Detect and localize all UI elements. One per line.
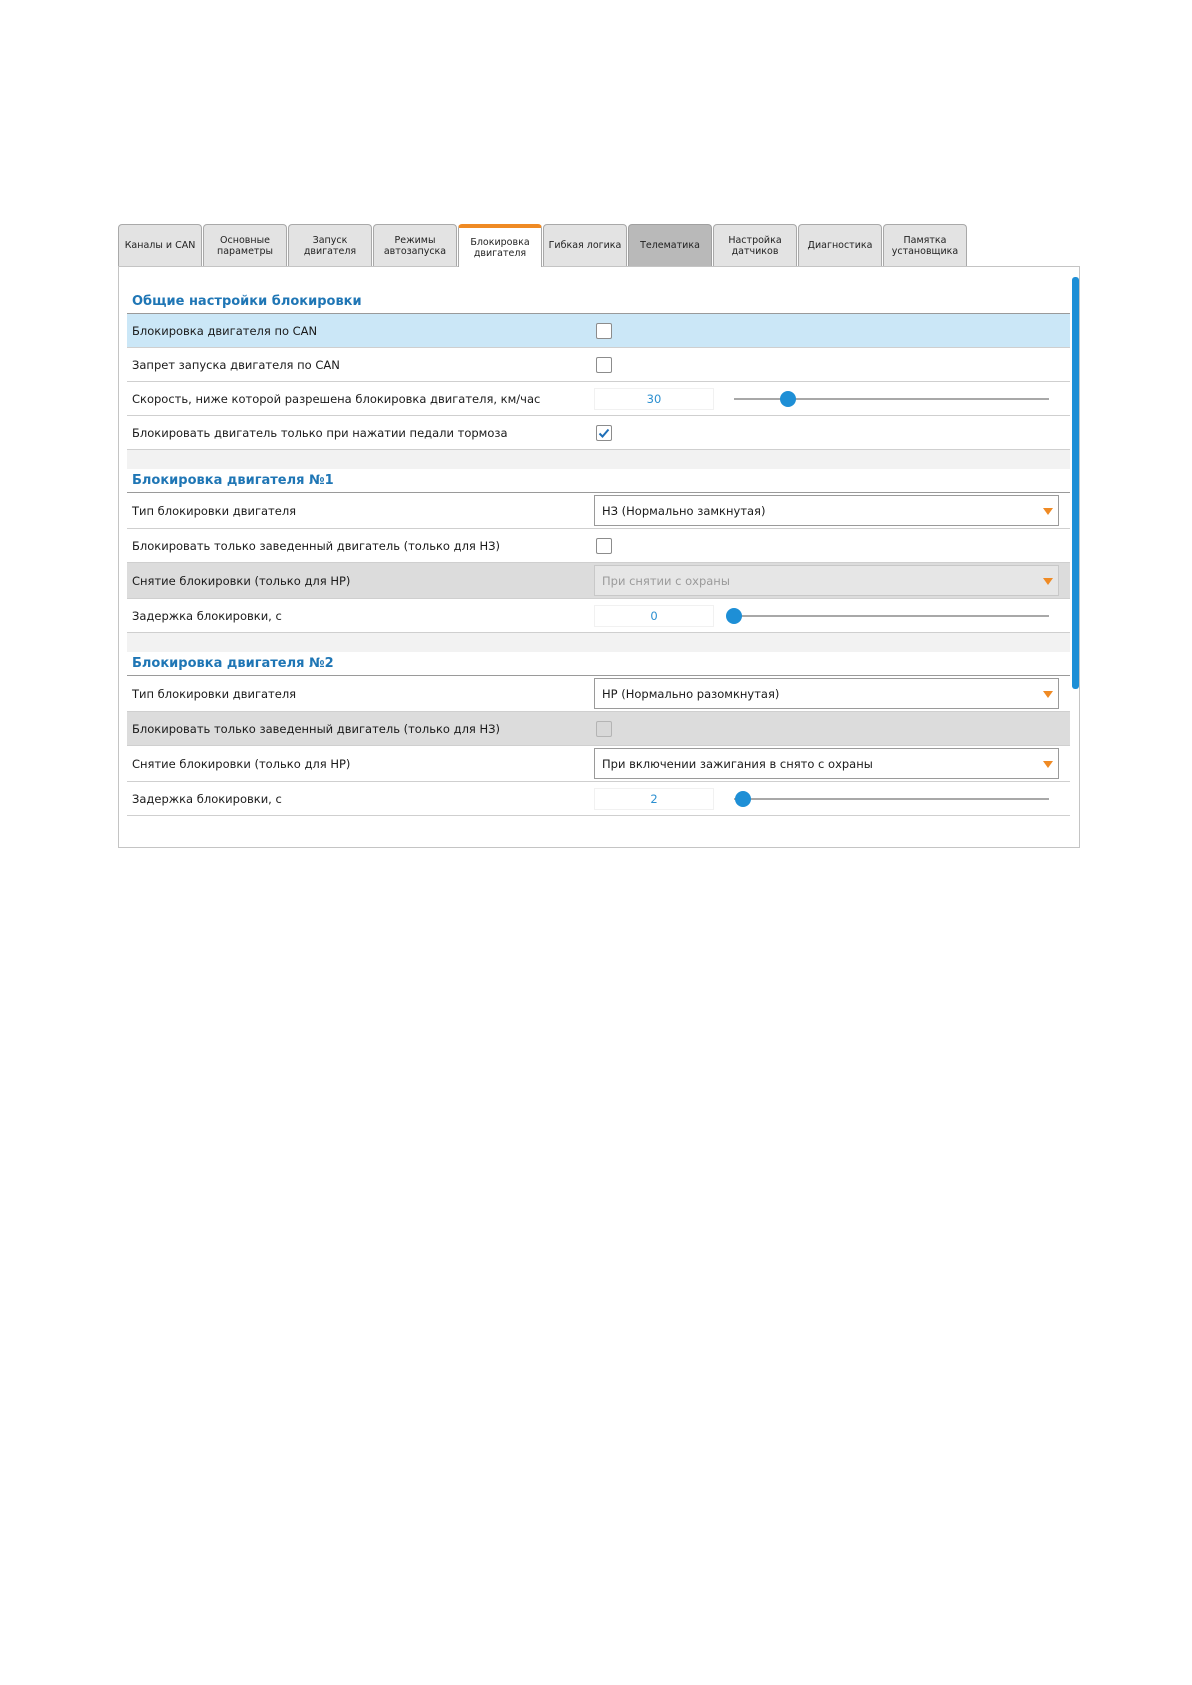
section-title-general: Общие настройки блокировки xyxy=(127,291,1070,314)
speed-input[interactable]: 30 xyxy=(594,388,714,410)
chevron-down-icon xyxy=(1043,761,1053,768)
lock1-running-only-checkbox[interactable] xyxy=(596,538,612,554)
section-gap xyxy=(127,450,1070,469)
row-lock1-type xyxy=(127,493,1070,529)
slider-thumb[interactable] xyxy=(726,608,742,624)
tab-installer-memo[interactable] xyxy=(883,224,967,266)
lock1-delay-slider[interactable] xyxy=(734,608,1049,624)
slider-track xyxy=(734,798,1049,800)
row-label: Задержка блокировки, с xyxy=(132,608,282,623)
lock2-delay-input[interactable]: 2 xyxy=(594,788,714,810)
tab-label: Гибкая логика xyxy=(548,240,622,251)
tab-telematics[interactable] xyxy=(628,224,712,266)
row-can-lock xyxy=(127,314,1070,348)
speed-slider[interactable] xyxy=(734,391,1049,407)
tab-label: Настройка датчиков xyxy=(728,234,782,257)
tab-autostart-modes[interactable] xyxy=(373,224,457,266)
can-start-ban-checkbox[interactable] xyxy=(596,357,612,373)
can-lock-checkbox[interactable] xyxy=(596,323,612,339)
tab-label: Памятка установщика xyxy=(891,234,959,257)
row-label: Скорость, ниже которой разрешена блокировка двигателя, км/час xyxy=(132,391,541,406)
checkmark-icon xyxy=(598,427,610,439)
tab-label: Режимы автозапуска xyxy=(383,234,447,257)
row-label: Снятие блокировки (только для НР) xyxy=(132,756,351,771)
vertical-scrollbar[interactable] xyxy=(1072,277,1079,689)
row-lock2-delay xyxy=(127,782,1070,816)
row-label: Блокировка двигателя по CAN xyxy=(132,323,318,338)
tab-flex-logic[interactable] xyxy=(543,224,627,266)
lock2-release-select[interactable] xyxy=(594,748,1059,779)
row-label: Задержка блокировки, с xyxy=(132,791,282,806)
slider-thumb[interactable] xyxy=(780,391,796,407)
select-value: При снятии с охраны xyxy=(602,573,730,588)
row-label: Блокировать только заведенный двигатель (только для НЗ) xyxy=(132,721,500,736)
lock2-delay-slider[interactable] xyxy=(734,791,1049,807)
settings-panel xyxy=(118,266,1080,848)
row-lock2-type xyxy=(127,676,1070,712)
row-label: Запрет запуска двигателя по CAN xyxy=(132,357,340,372)
tab-label: Диагностика xyxy=(807,240,873,251)
tab-label: Основные параметры xyxy=(217,234,273,257)
section-title-lock1: Блокировка двигателя №1 xyxy=(127,470,1070,493)
row-label: Тип блокировки двигателя xyxy=(132,503,297,518)
row-lock1-running-only xyxy=(127,529,1070,563)
row-label: Блокировать только заведенный двигатель (только для НЗ) xyxy=(132,538,500,553)
chevron-down-icon xyxy=(1043,691,1053,698)
tab-basic-params[interactable] xyxy=(203,224,287,266)
select-value: НЗ (Нормально замкнутая) xyxy=(602,503,766,518)
lock2-running-only-checkbox xyxy=(596,721,612,737)
chevron-down-icon xyxy=(1043,578,1053,585)
select-value: НР (Нормально разомкнутая) xyxy=(602,686,780,701)
select-value: При включении зажигания в снято с охраны xyxy=(602,756,873,771)
brake-only-checkbox[interactable] xyxy=(596,425,612,441)
tab-diagnostics[interactable] xyxy=(798,224,882,266)
slider-thumb[interactable] xyxy=(735,791,751,807)
tab-channels-can[interactable] xyxy=(118,224,202,266)
slider-track xyxy=(734,615,1049,617)
row-label: Блокировать двигатель только при нажатии педали тормоза xyxy=(132,425,508,440)
row-can-start-ban xyxy=(127,348,1070,382)
settings-window xyxy=(118,224,1080,848)
lock1-type-select[interactable] xyxy=(594,495,1059,526)
row-lock2-release xyxy=(127,746,1070,782)
row-label: Снятие блокировки (только для НР) xyxy=(132,573,351,588)
lock1-release-select xyxy=(594,565,1059,596)
row-lock1-delay xyxy=(127,599,1070,633)
lock2-type-select[interactable] xyxy=(594,678,1059,709)
tab-label: Каналы и CAN xyxy=(124,240,196,251)
lock1-delay-input[interactable]: 0 xyxy=(594,605,714,627)
tab-engine-lock[interactable] xyxy=(458,224,542,267)
row-lock1-release xyxy=(127,563,1070,599)
row-brake-only xyxy=(127,416,1070,450)
tab-engine-start[interactable] xyxy=(288,224,372,266)
tab-label: Телематика xyxy=(640,240,700,251)
section-title-lock2: Блокировка двигателя №2 xyxy=(127,653,1070,676)
tab-label: Блокировка двигателя xyxy=(470,236,530,259)
row-lock2-running-only xyxy=(127,712,1070,746)
row-label: Тип блокировки двигателя xyxy=(132,686,297,701)
tab-bar xyxy=(118,224,1080,266)
tab-sensor-setup[interactable] xyxy=(713,224,797,266)
section-gap xyxy=(127,633,1070,652)
row-speed xyxy=(127,382,1070,416)
tab-label: Запуск двигателя xyxy=(303,234,357,257)
chevron-down-icon xyxy=(1043,508,1053,515)
